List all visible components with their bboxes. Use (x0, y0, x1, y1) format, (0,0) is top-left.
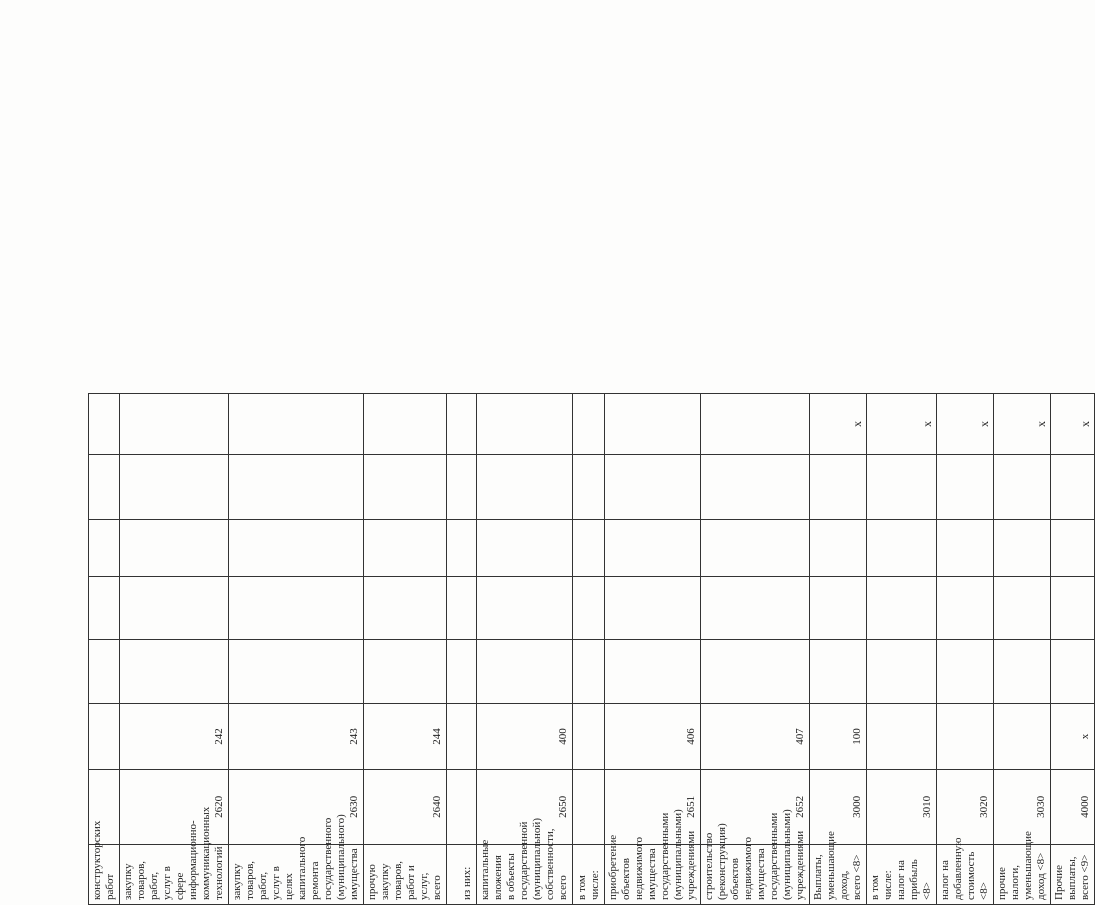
row-value-cell (994, 576, 1051, 640)
row-value-cell (89, 520, 120, 576)
row-value-cell (120, 520, 229, 576)
table-row (937, 34, 994, 905)
row-kbk (994, 704, 1051, 770)
row-kbk: 407 (701, 704, 810, 770)
row-code (573, 769, 605, 844)
row-value-cell (573, 520, 605, 576)
row-value-cell (573, 576, 605, 640)
row-name: Прочие выплаты, всего <9> (1051, 844, 1095, 904)
row-value-cell (477, 576, 573, 640)
table-row (229, 34, 364, 905)
row-code: 2640 (364, 769, 447, 844)
row-code: 2651 (605, 769, 701, 844)
row-value-cell (867, 454, 937, 520)
row-value-cell (937, 640, 994, 704)
row-kbk (447, 704, 477, 770)
row-value-cell (573, 454, 605, 520)
row-name: строительство (реконструкция) объектов недвижимого имущества государственными (муниципальными) учреждениями (701, 844, 810, 904)
row-value-cell (447, 576, 477, 640)
row-value-cell (229, 520, 364, 576)
row-value-cell (701, 520, 810, 576)
row-value-cell (605, 454, 701, 520)
row-value-cell (447, 520, 477, 576)
table-row (364, 34, 447, 905)
row-value-cell (994, 640, 1051, 704)
row-value-cell (701, 640, 810, 704)
row-value-cell (364, 454, 447, 520)
row-x-cell (229, 394, 364, 454)
row-kbk (867, 704, 937, 770)
row-code: 3030 (994, 769, 1051, 844)
row-value-cell (810, 520, 867, 576)
row-value-cell (867, 640, 937, 704)
row-value-cell (605, 520, 701, 576)
row-value-cell (605, 640, 701, 704)
row-value-cell (994, 454, 1051, 520)
row-value-cell (447, 640, 477, 704)
row-x-cell (447, 394, 477, 454)
row-x-cell (120, 394, 229, 454)
row-name: приобретение объектов недвижимого имущества государственными (муниципальными) учреждениями (605, 844, 701, 904)
row-x-cell (605, 394, 701, 454)
row-value-cell (120, 454, 229, 520)
row-x-cell (364, 394, 447, 454)
budget-table (88, 33, 1095, 905)
row-kbk (937, 704, 994, 770)
row-value-cell (229, 640, 364, 704)
table-row (1051, 34, 1095, 905)
row-code: 3020 (937, 769, 994, 844)
table-row (810, 34, 867, 905)
row-code: 2652 (701, 769, 810, 844)
row-name: в том числе: (573, 844, 605, 904)
row-kbk: 242 (120, 704, 229, 770)
row-value-cell (937, 520, 994, 576)
table-row (120, 34, 229, 905)
row-value-cell (994, 520, 1051, 576)
row-name: закупку товаров, работ, услуг в целях капитального ремонта государственного (муниципального) имущества (229, 844, 364, 904)
row-code: 4000 (1051, 769, 1095, 844)
row-kbk: 406 (605, 704, 701, 770)
row-code: 2620 (120, 769, 229, 844)
row-value-cell (89, 576, 120, 640)
row-name: Выплаты, уменьшающие доход, всего <8> (810, 844, 867, 904)
table-row (573, 34, 605, 905)
row-kbk (573, 704, 605, 770)
row-value-cell (89, 454, 120, 520)
row-value-cell (477, 454, 573, 520)
row-name: налог на добавленную стоимость <8> (937, 844, 994, 904)
row-value-cell (120, 576, 229, 640)
row-value-cell (867, 576, 937, 640)
row-code: 2630 (229, 769, 364, 844)
row-value-cell (364, 520, 447, 576)
row-kbk (89, 704, 120, 770)
row-value-cell (701, 454, 810, 520)
row-x-cell (573, 394, 605, 454)
table-row (605, 34, 701, 905)
row-value-cell (364, 640, 447, 704)
row-name: капитальные вложения в объекты государственной (муниципальной) собственности, всего (477, 844, 573, 904)
row-value-cell (447, 454, 477, 520)
row-value-cell (120, 640, 229, 704)
row-code: 2650 (477, 769, 573, 844)
row-value-cell (867, 520, 937, 576)
row-value-cell (810, 576, 867, 640)
row-value-cell (573, 640, 605, 704)
row-x-cell: x (994, 394, 1051, 454)
row-value-cell (937, 454, 994, 520)
table-row (447, 34, 477, 905)
row-value-cell (477, 640, 573, 704)
table-row (867, 34, 937, 905)
table-row (701, 34, 810, 905)
row-name: в том числе: налог на прибыль <8> (867, 844, 937, 904)
row-value-cell (701, 576, 810, 640)
row-value-cell (1051, 640, 1095, 704)
row-name: прочую закупку товаров, работ и услуг, всего (364, 844, 447, 904)
row-value-cell (89, 640, 120, 704)
row-name: конструкторских работ (89, 844, 120, 904)
row-x-cell (89, 394, 120, 454)
row-code: 3010 (867, 769, 937, 844)
row-kbk: 244 (364, 704, 447, 770)
row-x-cell: x (937, 394, 994, 454)
row-value-cell (477, 520, 573, 576)
row-x-cell (701, 394, 810, 454)
row-kbk: 243 (229, 704, 364, 770)
row-value-cell (364, 576, 447, 640)
row-kbk: x (1051, 704, 1095, 770)
row-value-cell (810, 640, 867, 704)
row-code: 3000 (810, 769, 867, 844)
row-name: закупку товаров, работ, услуг в сфере информационно-коммуникационных технологий (120, 844, 229, 904)
row-value-cell (1051, 520, 1095, 576)
table-row (89, 34, 120, 905)
row-value-cell (229, 454, 364, 520)
row-kbk: 100 (810, 704, 867, 770)
row-value-cell (1051, 576, 1095, 640)
row-value-cell (937, 576, 994, 640)
row-x-cell (477, 394, 573, 454)
row-value-cell (605, 576, 701, 640)
row-x-cell: x (1051, 394, 1095, 454)
row-code (447, 769, 477, 844)
row-x-cell: x (867, 394, 937, 454)
table-row (477, 34, 573, 905)
row-value-cell (229, 576, 364, 640)
row-x-cell: x (810, 394, 867, 454)
row-value-cell (810, 454, 867, 520)
row-name: прочие налоги, уменьшающие доход <8> (994, 844, 1051, 904)
row-kbk: 400 (477, 704, 573, 770)
row-name: из них: (447, 844, 477, 904)
table-row (994, 34, 1051, 905)
row-value-cell (1051, 454, 1095, 520)
